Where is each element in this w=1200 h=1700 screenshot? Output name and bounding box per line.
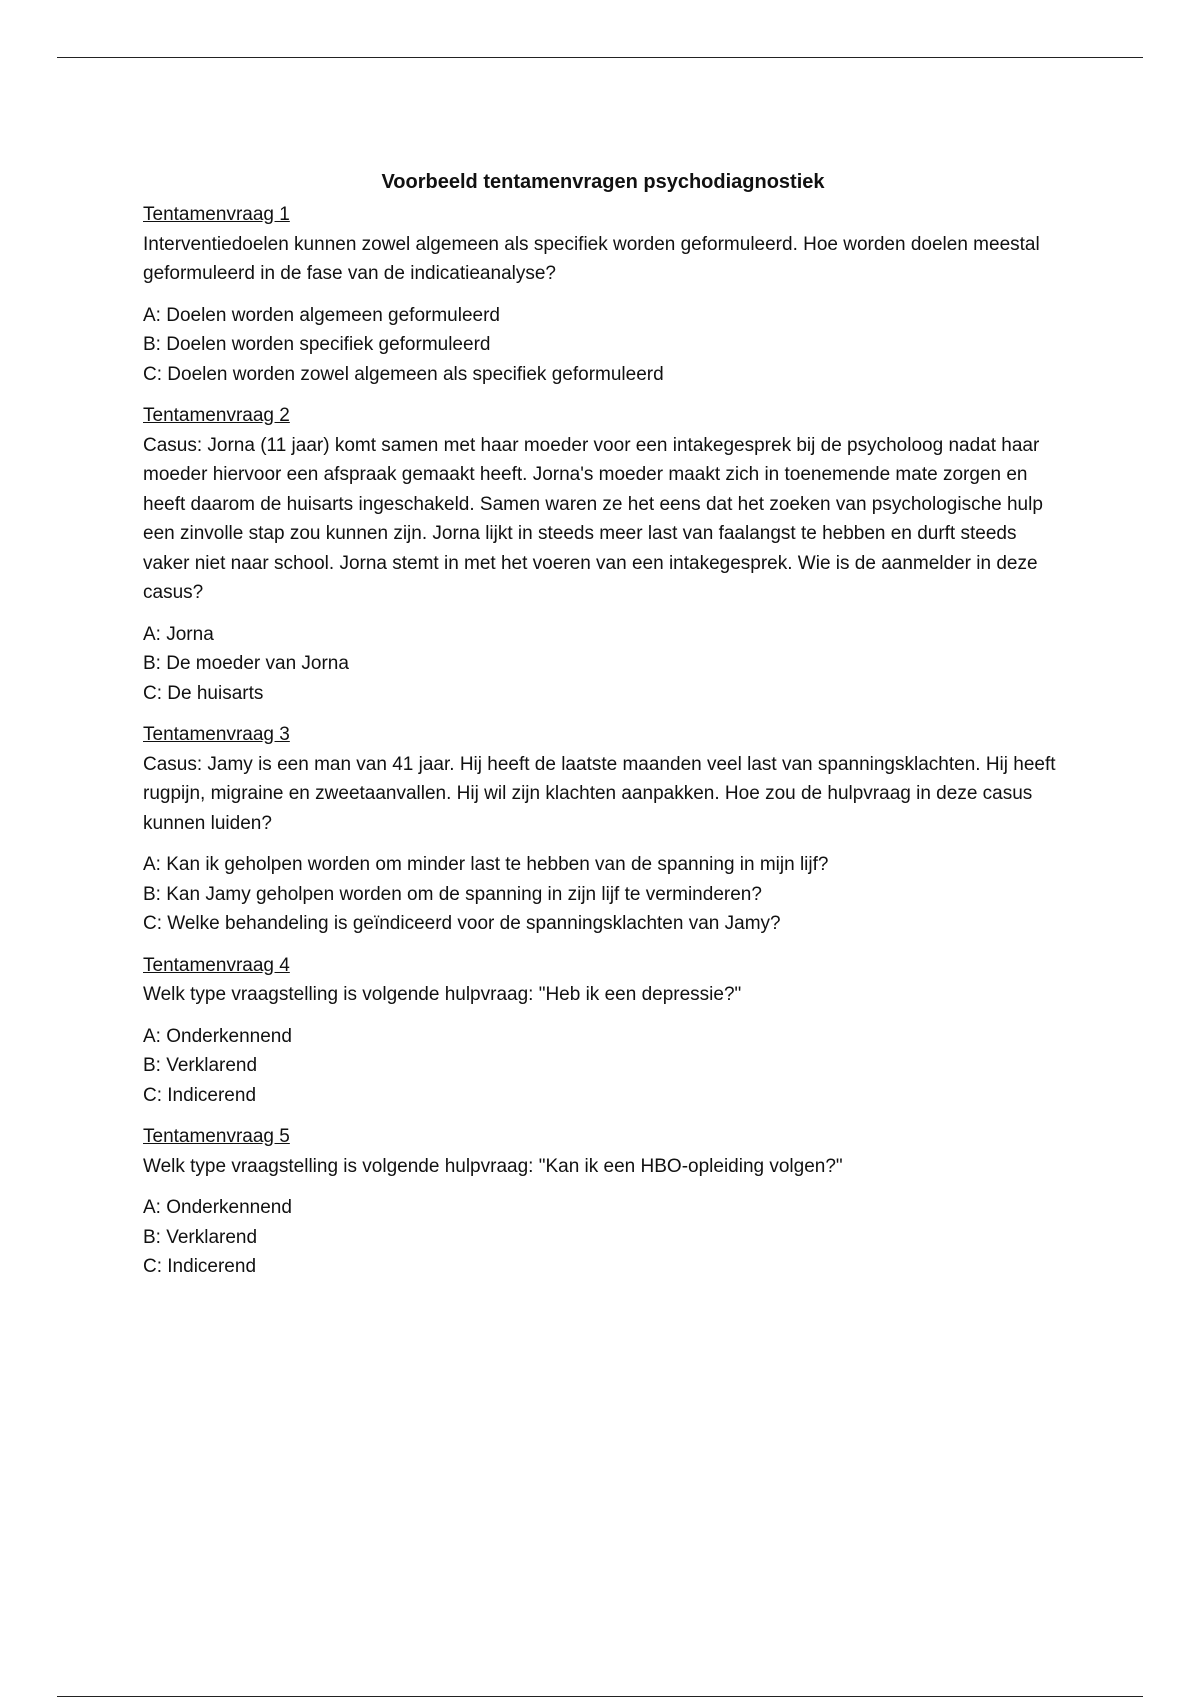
answer-option: B: Doelen worden specifiek geformuleerd	[143, 334, 491, 355]
answer-option: C: Indicerend	[143, 1084, 257, 1106]
question-1	[143, 200, 1063, 389]
answer-options	[143, 850, 1063, 939]
answer-option: A: Onderkennend	[143, 1025, 292, 1047]
question-3	[143, 720, 1063, 939]
question-text: Casus: Jorna (11 jaar) komt samen met haar moeder voor een intakegesprek bij de psycholoog nadat haar moeder hiervoor een afspraak gemaakt heeft. Jorna's moeder maakt zich in toenemende mate zorgen en heeft daarom de huisarts ingeschakeld. Samen waren ze het eens dat het zoeken van psychologische hulp een zinvolle stap zou kunnen zijn. Jorna lijkt in steeds meer last van faalangst te hebben en durft steeds vaker niet naar school. Jorna stemt in met het voeren van een intakegesprek. Wie is de aanmelder in deze casus?	[143, 434, 1043, 603]
question-heading: Tentamenvraag 4	[143, 954, 290, 976]
answer-options	[143, 301, 1063, 390]
answer-option: C: Indicerend	[143, 1256, 257, 1277]
answer-options	[143, 1022, 1063, 1111]
question-heading: Tentamenvraag 2	[143, 405, 290, 426]
footer-rule	[57, 1696, 1143, 1697]
answer-option: B: Kan Jamy geholpen worden om de spanning in zijn lijf te verminderen?	[143, 883, 762, 905]
question-text: Interventiedoelen kunnen zowel algemeen als specifiek worden geformuleerd. Hoe worden doelen meestal geformuleerd in de fase van de indicatieanalyse?	[143, 233, 1040, 284]
answer-options	[143, 1193, 1063, 1282]
question-5	[143, 1122, 1063, 1282]
question-text: Welk type vraagstelling is volgende hulpvraag: "Heb ik een depressie?"	[143, 984, 742, 1005]
question-4	[143, 951, 1063, 1111]
document-title: Voorbeeld tentamenvragen psychodiagnostiek	[381, 171, 825, 193]
document-body	[143, 168, 1063, 1294]
answer-option: A: Onderkennend	[143, 1197, 292, 1218]
answer-option: C: De huisarts	[143, 682, 264, 704]
answer-option: B: De moeder van Jorna	[143, 653, 349, 674]
question-text: Casus: Jamy is een man van 41 jaar. Hij heeft de laatste maanden veel last van spanningsklachten. Hij heeft rugpijn, migraine en zweetaanvallen. Hij wil zijn klachten aanpakken. Hoe zou de hulpvraag in deze casus kunnen luiden?	[143, 753, 1056, 834]
question-heading: Tentamenvraag 1	[143, 204, 290, 225]
answer-option: A: Kan ik geholpen worden om minder last te hebben van de spanning in mijn lijf?	[143, 854, 829, 875]
answer-option: B: Verklarend	[143, 1226, 258, 1248]
question-text: Welk type vraagstelling is volgende hulpvraag: "Kan ik een HBO-opleiding volgen?"	[143, 1155, 843, 1177]
question-heading: Tentamenvraag 3	[143, 724, 290, 745]
question-2	[143, 401, 1063, 708]
header-rule	[57, 57, 1143, 58]
answer-option: C: Welke behandeling is geïndiceerd voor de spanningsklachten van Jamy?	[143, 913, 781, 934]
answer-option: A: Doelen worden algemeen geformuleerd	[143, 304, 500, 326]
answer-option: C: Doelen worden zowel algemeen als specifiek geformuleerd	[143, 363, 664, 385]
answer-option: A: Jorna	[143, 623, 214, 645]
answer-option: B: Verklarend	[143, 1055, 258, 1076]
answer-options	[143, 620, 1063, 709]
question-heading: Tentamenvraag 5	[143, 1126, 290, 1147]
